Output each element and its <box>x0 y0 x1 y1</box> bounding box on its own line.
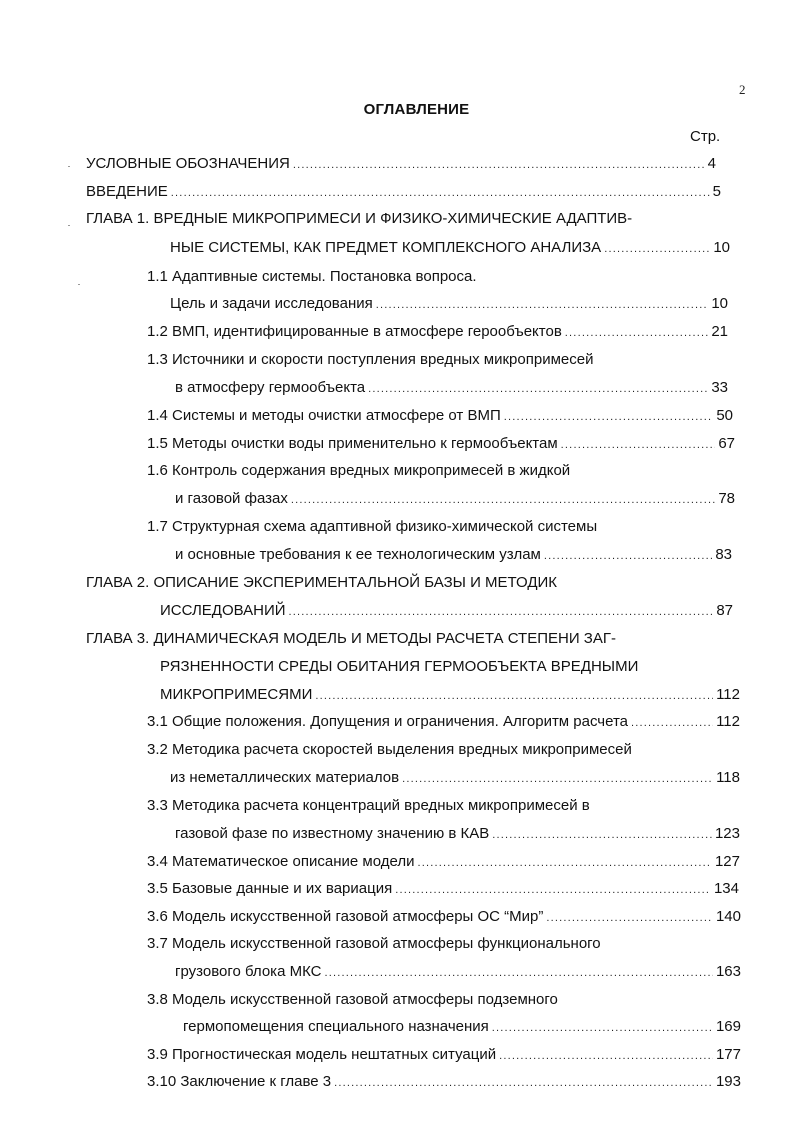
toc-entry-page: 33 <box>711 379 728 396</box>
toc-entry-page: 123 <box>714 825 740 842</box>
dot-leader <box>604 239 710 259</box>
toc-entry-title: ГЛАВА 2. ОПИСАНИЕ ЭКСПЕРИМЕНТАЛЬНОЙ БАЗЫ И МЕТОДИК <box>86 574 558 591</box>
toc-entry-page: 83 <box>715 546 732 563</box>
toc-entry-title: 1.2 ВМП, идентифицированные в атмосфере герообъектов <box>147 323 562 340</box>
dot-leader <box>368 379 708 399</box>
dot-leader <box>395 880 711 900</box>
toc-entry[interactable] <box>175 545 732 565</box>
toc-entry-page: 78 <box>718 490 735 507</box>
dot-leader <box>289 602 714 622</box>
toc-entry-page: 112 <box>716 713 740 730</box>
toc-entry-title: 3.2 Методика расчета скоростей выделения вредных микропримесей <box>147 741 632 758</box>
dot-leader <box>315 686 713 706</box>
toc-entry-page: 177 <box>715 1046 741 1063</box>
toc-entry-page: 21 <box>711 323 728 340</box>
toc-entry[interactable] <box>160 601 733 621</box>
toc-entry-page: 163 <box>715 963 741 980</box>
dot-leader <box>334 1073 713 1093</box>
dot-leader <box>546 908 713 928</box>
toc-entry-title: 3.9 Прогностическая модель нештатных ситуаций <box>147 1046 497 1063</box>
toc-entry-title-cont: гермопомещения специального назначения <box>183 1018 489 1035</box>
toc-entry[interactable] <box>147 406 733 426</box>
dot-leader <box>565 323 709 343</box>
toc-entry[interactable] <box>175 962 741 982</box>
toc-entry[interactable] <box>147 322 728 342</box>
dot-leader <box>631 713 713 733</box>
toc-entry-title: 3.1 Общие положения. Допущения и ограничения. Алгоритм расчета <box>147 713 629 730</box>
dot-leader <box>376 295 709 315</box>
page-number: 2 <box>739 82 746 97</box>
dot-leader <box>402 769 713 789</box>
toc-entry-title: 3.6 Модель искусственной газовой атмосферы ОС “Мир” <box>147 908 544 925</box>
dot-leader <box>561 435 716 455</box>
toc-entry[interactable] <box>86 154 716 174</box>
toc-entry-title-cont: из неметаллических материалов <box>170 769 400 786</box>
toc-entry-page: 10 <box>713 239 730 256</box>
toc-entry[interactable] <box>147 907 741 927</box>
toc-entry-page: 67 <box>718 435 735 452</box>
toc-entry[interactable] <box>160 685 740 705</box>
toc-entry-title: 1.3 Источники и скорости поступления вредных микропримесей <box>147 351 594 368</box>
toc-entry-title-cont: газовой фазе по известному значению в КАВ <box>175 825 490 842</box>
dot-leader <box>492 825 712 845</box>
toc-entry-page: 5 <box>712 183 721 200</box>
toc-entry-title: 1.1 Адаптивные системы. Постановка вопроса. <box>147 268 477 285</box>
toc-entry-page: 193 <box>715 1073 741 1090</box>
toc-entry-page: 10 <box>711 295 728 312</box>
toc-entry-page: 87 <box>716 602 733 619</box>
dot-leader <box>544 546 712 566</box>
toc-entry[interactable] <box>147 434 735 454</box>
toc-entry-title: ВВЕДЕНИЕ <box>86 183 168 200</box>
toc-entry-page: 169 <box>715 1018 741 1035</box>
toc-entry[interactable] <box>170 294 728 314</box>
toc-entry[interactable] <box>147 1045 741 1065</box>
toc-entry-title: УСЛОВНЫЕ ОБОЗНАЧЕНИЯ <box>86 155 290 172</box>
toc-entry-page: 50 <box>716 407 733 424</box>
toc-entry-title-cont: Цель и задачи исследования <box>170 295 373 312</box>
toc-entry-page: 134 <box>713 880 739 897</box>
dot-leader <box>504 407 714 427</box>
toc-entry-page: 4 <box>707 155 716 172</box>
toc-entry-title: 3.8 Модель искусственной газовой атмосферы подземного <box>147 991 558 1008</box>
toc-entry-title: 1.5 Методы очистки воды применительно к гермообъектам <box>147 435 558 452</box>
toc-entry[interactable] <box>175 824 740 844</box>
toc-entry[interactable] <box>147 1072 741 1092</box>
toc-entry-title-cont: ИССЛЕДОВАНИЙ <box>160 602 286 619</box>
toc-entry-title-cont: грузового блока МКС <box>175 963 322 980</box>
toc-entry-title: 1.7 Структурная схема адаптивной физико-химической системы <box>147 518 598 535</box>
toc-entry[interactable] <box>175 489 735 509</box>
toc-entry-title: 3.4 Математическое описание модели <box>147 853 415 870</box>
toc-entry-title-cont: и основные требования к ее технологическим узлам <box>175 546 541 563</box>
toc-entry-title-cont: МИКРОПРИМЕСЯМИ <box>160 686 313 703</box>
dot-leader <box>293 155 705 175</box>
toc-entry-title: 1.6 Контроль содержания вредных микропримесей в жидкой <box>147 462 571 479</box>
scan-speck <box>68 166 70 167</box>
toc-entry-title-cont: в атмосферу гермообъекта <box>175 379 366 396</box>
dot-leader <box>417 853 712 873</box>
page-column-header: Стр. <box>690 128 721 145</box>
toc-entry[interactable] <box>170 768 740 788</box>
dot-leader <box>171 183 710 203</box>
toc-entry-page: 118 <box>716 769 740 786</box>
toc-entry-title: 3.7 Модель искусственной газовой атмосферы функционального <box>147 935 601 952</box>
dot-leader <box>291 490 715 510</box>
toc-entry-title-cont: НЫЕ СИСТЕМЫ, КАК ПРЕДМЕТ КОМПЛЕКСНОГО АНАЛИЗА <box>170 239 602 256</box>
toc-entry-title: ГЛАВА 3. ДИНАМИЧЕСКАЯ МОДЕЛЬ И МЕТОДЫ РАСЧЕТА СТЕПЕНИ ЗАГ- <box>86 630 616 647</box>
toc-entry[interactable] <box>86 182 721 202</box>
toc-entry-page: 112 <box>716 686 740 703</box>
toc-entry-page: 140 <box>715 908 741 925</box>
toc-entry-title: 3.3 Методика расчета концентраций вредных микропримесей в <box>147 797 590 814</box>
toc-entry-title: 3.10 Заключение к главе 3 <box>147 1073 332 1090</box>
toc-entry[interactable] <box>170 238 730 258</box>
toc-title: ОГЛАВЛЕНИЕ <box>363 101 470 118</box>
toc-entry[interactable] <box>183 1017 741 1037</box>
toc-entry[interactable] <box>147 852 740 872</box>
scan-speck <box>78 284 80 285</box>
toc-entry-page: 127 <box>714 853 740 870</box>
toc-entry[interactable] <box>147 712 740 732</box>
dot-leader <box>492 1018 713 1038</box>
toc-entry-title-cont: и газовой фазах <box>175 490 288 507</box>
dot-leader <box>324 963 712 983</box>
scan-speck <box>68 225 70 226</box>
toc-entry[interactable] <box>147 879 739 899</box>
toc-entry-title: 3.5 Базовые данные и их вариация <box>147 880 393 897</box>
toc-entry-title-cont: РЯЗНЕННОСТИ СРЕДЫ ОБИТАНИЯ ГЕРМООБЪЕКТА ВРЕДНЫМИ <box>160 658 639 675</box>
dot-leader <box>499 1046 713 1066</box>
toc-entry-title: 1.4 Системы и методы очистки атмосфере от ВМП <box>147 407 501 424</box>
toc-entry-title: ГЛАВА 1. ВРЕДНЫЕ МИКРОПРИМЕСИ И ФИЗИКО-ХИМИЧЕСКИЕ АДАПТИВ- <box>86 210 633 227</box>
toc-entry[interactable] <box>175 378 728 398</box>
